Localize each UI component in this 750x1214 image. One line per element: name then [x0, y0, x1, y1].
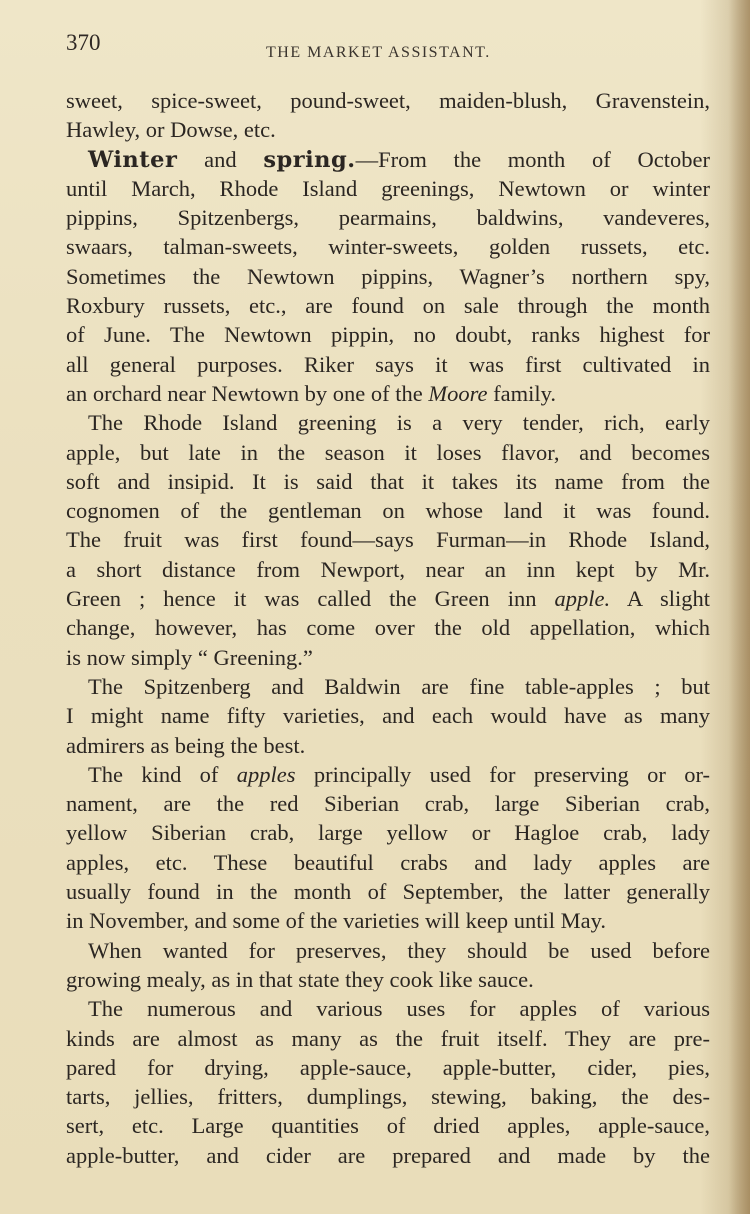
text-segment: —From the month of October	[355, 146, 710, 172]
text-line	[66, 438, 710, 467]
text-segment: until March, Rhode Island greenings, Newtown or winter	[66, 175, 710, 201]
text-segment: admirers as being the best.	[66, 732, 306, 758]
text-line	[66, 203, 710, 232]
text-segment: apple-butter, and cider are prepared and made by the	[66, 1142, 710, 1168]
text-line	[66, 232, 710, 261]
italic-text: apple.	[554, 586, 611, 612]
text-segment: soft and insipid. It is said that it takes its name from the	[66, 468, 710, 494]
text-segment: sert, etc. Large quantities of dried apples, apple-sauce,	[66, 1113, 710, 1139]
page-header	[66, 28, 706, 64]
text-line	[66, 1141, 710, 1170]
text-segment: The numerous and various uses for apples of various	[88, 996, 710, 1022]
text-line	[66, 994, 710, 1023]
text-line	[66, 789, 710, 818]
text-line	[66, 467, 710, 496]
text-line	[66, 174, 710, 203]
page-spine-shadow	[728, 0, 750, 1214]
text-segment: and	[177, 146, 264, 172]
text-segment: is now simply “ Greening.”	[66, 644, 313, 670]
text-segment: usually found in the month of September, the latter generally	[66, 879, 710, 905]
text-segment: in November, and some of the varieties will keep until May.	[66, 908, 606, 934]
text-segment: a short distance from Newport, near an inn kept by Mr.	[66, 556, 710, 582]
text-segment: of June. The Newtown pippin, no doubt, ranks highest for	[66, 322, 710, 348]
text-segment: The Spitzenberg and Baldwin are fine table-apples ; but	[88, 673, 710, 699]
page-number: 370	[66, 30, 101, 55]
text-segment: Hawley, or Dowse, etc.	[66, 117, 276, 143]
text-segment: nament, are the red Siberian crab, large Siberian crab,	[66, 791, 710, 817]
text-segment: pared for drying, apple-sauce, apple-butter, cider, pies,	[66, 1054, 710, 1080]
text-line	[66, 145, 710, 174]
text-line	[66, 320, 710, 349]
text-line	[66, 643, 710, 672]
text-segment: pippins, Spitzenbergs, pearmains, baldwins, vandeveres,	[66, 205, 710, 231]
text-segment: growing mealy, as in that state they cook like sauce.	[66, 966, 534, 992]
text-line	[66, 1053, 710, 1082]
text-line	[66, 936, 710, 965]
text-line	[66, 701, 710, 730]
text-line	[66, 1111, 710, 1140]
text-segment: The fruit was first found—says Furman—in Rhode Island,	[66, 527, 710, 553]
section-heading-word: Winter	[88, 146, 178, 173]
text-line	[66, 525, 710, 554]
text-line	[66, 115, 710, 144]
text-line	[66, 906, 710, 935]
text-line	[66, 965, 710, 994]
text-segment: The kind of	[88, 761, 237, 787]
text-line	[66, 877, 710, 906]
text-line	[66, 584, 710, 613]
text-line	[66, 613, 710, 642]
running-head: THE MARKET ASSISTANT.	[266, 44, 491, 61]
text-line	[66, 408, 710, 437]
text-line	[66, 731, 710, 760]
text-segment: Sometimes the Newtown pippins, Wagner’s northern spy,	[66, 263, 710, 289]
text-line	[66, 350, 710, 379]
text-segment: The Rhode Island greening is a very tender, rich, early	[88, 410, 710, 436]
text-line	[66, 379, 710, 408]
text-segment: change, however, has come over the old appellation, which	[66, 615, 710, 641]
text-segment: A slight	[610, 586, 710, 612]
text-segment: When wanted for preserves, they should be used before	[88, 937, 710, 963]
text-segment: cognomen of the gentleman on whose land it was found.	[66, 498, 710, 524]
text-line	[66, 555, 710, 584]
text-line	[66, 291, 710, 320]
text-segment: Roxbury russets, etc., are found on sale through the month	[66, 293, 710, 319]
text-line	[66, 672, 710, 701]
text-segment: an orchard near Newtown by one of the	[66, 380, 429, 406]
text-segment: Green ; hence it was called the Green inn	[66, 586, 555, 612]
text-segment: I might name fifty varieties, and each would have as many	[66, 703, 710, 729]
text-line	[66, 496, 710, 525]
italic-text: Moore	[428, 380, 488, 406]
text-segment: apple, but late in the season it loses flavor, and becomes	[66, 439, 710, 465]
text-line	[66, 1024, 710, 1053]
text-segment: apples, etc. These beautiful crabs and lady apples are	[66, 849, 710, 875]
text-segment: principally used for preserving or or-	[295, 761, 710, 787]
italic-text: apples	[236, 761, 296, 787]
text-segment: yellow Siberian crab, large yellow or Hagloe crab, lady	[66, 820, 710, 846]
text-line	[66, 818, 710, 847]
text-line	[66, 1082, 710, 1111]
text-line	[66, 262, 710, 291]
text-line	[66, 848, 710, 877]
text-segment: all general purposes. Riker says it was first cultivated in	[66, 351, 710, 377]
text-segment: family.	[487, 380, 557, 406]
text-segment: swaars, talman-sweets, winter-sweets, golden russets, etc.	[66, 234, 710, 260]
text-line	[66, 86, 710, 115]
body-text	[66, 86, 710, 1170]
text-segment: sweet, spice-sweet, pound-sweet, maiden-blush, Gravenstein,	[66, 88, 710, 113]
text-segment: kinds are almost as many as the fruit itself. They are pre-	[66, 1025, 710, 1051]
text-line	[66, 760, 710, 789]
text-segment: tarts, jellies, fritters, dumplings, stewing, baking, the des-	[66, 1084, 710, 1110]
section-heading-word: spring.	[263, 146, 356, 173]
